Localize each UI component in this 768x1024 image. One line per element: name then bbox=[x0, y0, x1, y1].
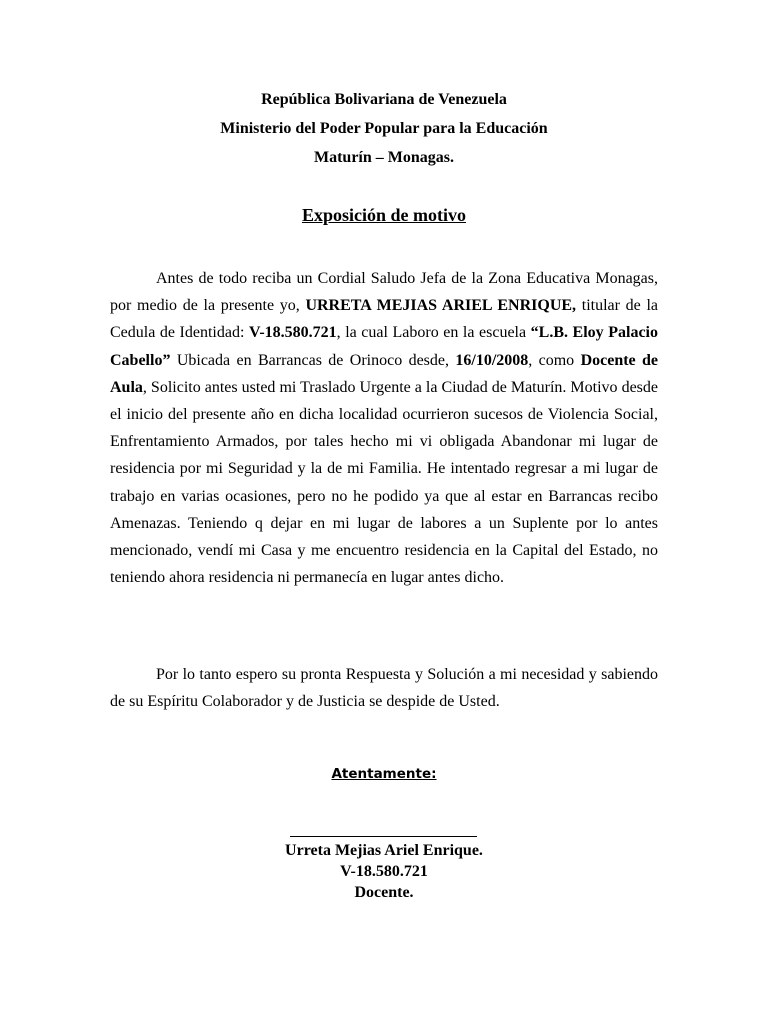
closing-salutation: Atentamente: bbox=[331, 766, 437, 782]
signature-line bbox=[290, 836, 477, 837]
paragraph-1-text-4: Ubicada en Barrancas de Orinoco desde, bbox=[170, 351, 456, 369]
signer-name: Urreta Mejias Ariel Enrique. bbox=[285, 842, 483, 859]
header-country: República Bolivariana de Venezuela bbox=[261, 91, 507, 108]
body-paragraph-2: Por lo tanto espero su pronta Respuesta y Solución a mi necesidad y sabiendo de su Espíritu Colaborador y de Justicia se despide de Usted. bbox=[110, 666, 658, 711]
signature-block bbox=[0, 840, 768, 903]
signer-role: Docente. bbox=[354, 884, 414, 901]
header-ministry: Ministerio del Poder Popular para la Educación bbox=[220, 120, 548, 137]
paragraph-1-text-1: Antes de todo reciba un Cordial Saludo Jefa de la Zona Educativa Monagas, por medio de la presente yo, bbox=[110, 270, 658, 315]
paragraph-1-text-2: titular de la Cedula de Identidad: bbox=[110, 297, 659, 342]
body-paragraph-1 bbox=[110, 265, 658, 591]
paragraph-1-text-3: , la cual Laboro en la escuela bbox=[336, 324, 531, 342]
start-date: 16/10/2008 bbox=[455, 351, 529, 369]
requester-id: V-18.580.721 bbox=[248, 324, 337, 342]
letterhead bbox=[0, 85, 768, 172]
signer-id: V-18.580.721 bbox=[340, 863, 428, 880]
requester-name: URRETA MEJIAS ARIEL ENRIQUE, bbox=[305, 297, 577, 315]
paragraph-1-text-6: , Solicito antes usted mi Traslado Urgente a la Ciudad de Maturín. Motivo desde el inicio del presente año en dicha localidad ocurrieron sucesos de Violencia Social, Enfrentamiento Armados, por tales hecho mi vi obligada Abandonar mi lugar de residencia por mi Seguridad y la de mi Familia. He intentado regresar a mi lugar de trabajo en varias ocasiones, pero no he podido ya que al estar en Barrancas recibo Amenazas. Teniendo q dejar en mi lugar de labores a un Suplente por lo antes mencionado, vendí mi Casa y me encuentro residencia en la Capital del Estado, no teniendo ahora residencia ni permanecía en lugar antes dicho. bbox=[110, 378, 658, 587]
school-name: “L.B. Eloy Palacio Cabello” bbox=[110, 324, 658, 369]
header-location: Maturín – Monagas. bbox=[314, 149, 454, 166]
paragraph-1-text-5: , como bbox=[528, 351, 581, 369]
requester-role: Docente de Aula bbox=[110, 351, 659, 396]
document-title: Exposición de motivo bbox=[301, 205, 466, 225]
